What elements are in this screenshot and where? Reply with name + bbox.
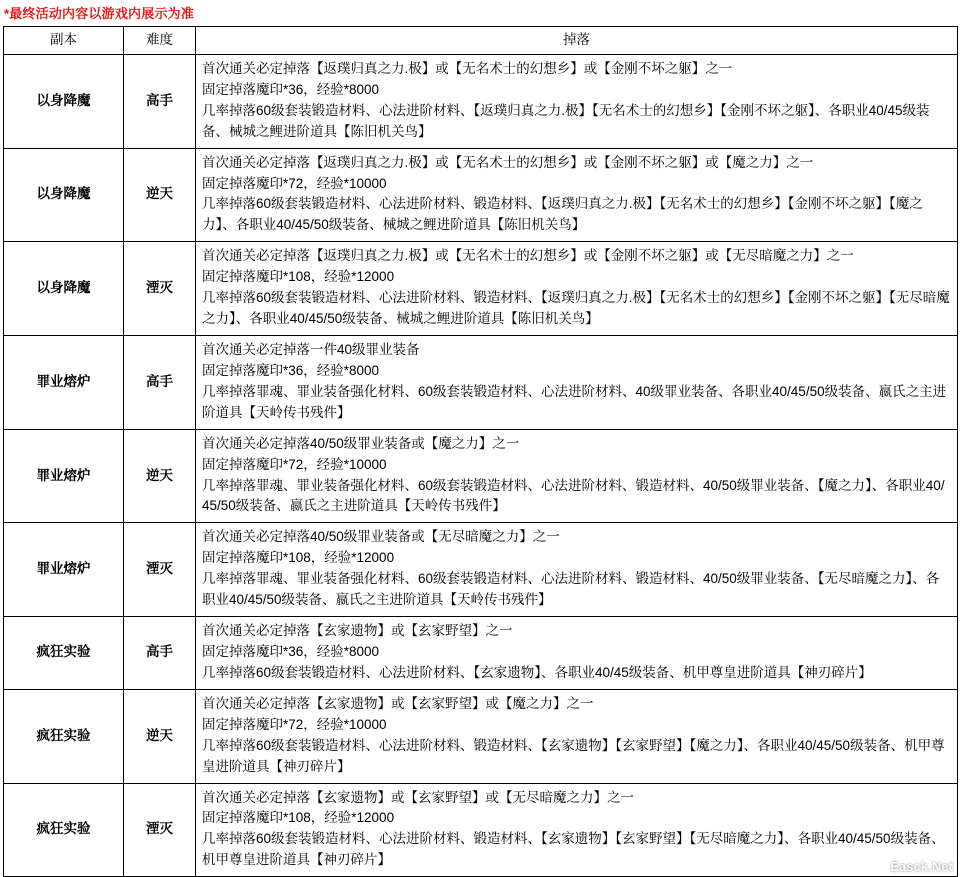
cell-difficulty: 逆天 — [124, 429, 196, 523]
drop-line: 首次通关必定掉落40/50级罪业装备或【魔之力】之一 — [202, 435, 520, 451]
cell-drops — [196, 54, 958, 148]
cell-difficulty: 湮灭 — [124, 523, 196, 617]
drop-line: 首次通关必定掉落一件40级罪业装备 — [202, 341, 420, 357]
cell-drops — [196, 689, 958, 783]
drop-line: 首次通关必定掉落【玄家遗物】或【玄家野望】或【无尽暗魔之力】之一 — [202, 789, 634, 805]
drop-line: 固定掉落魔印*72，经验*10000 — [202, 175, 387, 191]
drop-line: 固定掉落魔印*108，经验*12000 — [202, 269, 395, 285]
cell-dungeon: 疯狂实验 — [4, 689, 124, 783]
column-header-dungeon: 副本 — [4, 27, 124, 55]
cell-dungeon: 疯狂实验 — [4, 617, 124, 690]
drop-line: 几率掉落60级套装锻造材料、心法进阶材料、【玄家遗物】、各职业40/45级装备、机甲尊皇进阶道具【神刃碎片】 — [202, 664, 872, 680]
cell-difficulty: 逆天 — [124, 689, 196, 783]
drop-line: 几率掉落60级套装锻造材料、心法进阶材料、锻造材料、【返璞归真之力.极】【无名术士的幻想乡】【金刚不坏之躯】【无尽暗魔之力】、各职业40/45/50级装备、械城之鲤进阶道具【陈旧机关鸟】 — [202, 290, 950, 327]
drop-line: 固定掉落魔印*36，经验*8000 — [202, 643, 380, 659]
cell-dungeon: 以身降魔 — [4, 242, 124, 336]
cell-drops — [196, 429, 958, 523]
table-header-row — [4, 27, 958, 55]
table-row — [4, 523, 958, 617]
drop-line: 固定掉落魔印*108，经验*12000 — [202, 550, 395, 566]
cell-drops — [196, 335, 958, 429]
drop-line: 首次通关必定掉落40/50级罪业装备或【无尽暗魔之力】之一 — [202, 529, 560, 545]
cell-dungeon: 疯狂实验 — [4, 783, 124, 877]
table-row — [4, 617, 958, 690]
drop-line: 几率掉落60级套装锻造材料、心法进阶材料、【返璞归真之力.极】【无名术士的幻想乡】【金刚不坏之躯】、各职业40/45级装备、械城之鲤进阶道具【陈旧机关鸟】 — [202, 102, 930, 139]
cell-drops — [196, 617, 958, 690]
cell-difficulty: 湮灭 — [124, 242, 196, 336]
drop-line: 几率掉落60级套装锻造材料、心法进阶材料、锻造材料、【玄家遗物】【玄家野望】【无尽暗魔之力】、各职业40/45/50级装备、机甲尊皇进阶道具【神刃碎片】 — [202, 831, 945, 868]
cell-drops — [196, 148, 958, 242]
drop-line: 首次通关必定掉落【返璞归真之力.极】或【无名术士的幻想乡】或【金刚不坏之躯】之一 — [202, 60, 733, 76]
cell-dungeon: 以身降魔 — [4, 54, 124, 148]
cell-difficulty: 湮灭 — [124, 783, 196, 877]
drop-line: 首次通关必定掉落【返璞归真之力.极】或【无名术士的幻想乡】或【金刚不坏之躯】或【魔之力】之一 — [202, 154, 814, 170]
cell-difficulty: 高手 — [124, 335, 196, 429]
drop-line: 几率掉落60级套装锻造材料、心法进阶材料、锻造材料、【返璞归真之力.极】【无名术士的幻想乡】【金刚不坏之躯】【魔之力】、各职业40/45/50级装备、械城之鲤进阶道具【陈旧机关鸟】 — [202, 196, 923, 233]
table-row — [4, 429, 958, 523]
cell-difficulty: 逆天 — [124, 148, 196, 242]
drop-line: 固定掉落魔印*72，经验*10000 — [202, 716, 387, 732]
drop-line: 几率掉落罪魂、罪业装备强化材料、60级套装锻造材料、心法进阶材料、锻造材料、40/50级罪业装备、【无尽暗魔之力】、各职业40/45/50级装备、嬴氏之主进阶道具【天岭传书残件】 — [202, 571, 940, 608]
cell-difficulty: 高手 — [124, 617, 196, 690]
site-watermark: Easck.Net — [890, 860, 953, 875]
drop-line: 固定掉落魔印*36，经验*8000 — [202, 362, 380, 378]
table-body — [4, 54, 958, 876]
table-row — [4, 783, 958, 877]
table-row — [4, 335, 958, 429]
drop-line: 固定掉落魔印*108，经验*12000 — [202, 810, 395, 826]
table-row — [4, 242, 958, 336]
drop-line: 首次通关必定掉落【玄家遗物】或【玄家野望】或【魔之力】之一 — [202, 695, 594, 711]
drop-line: 首次通关必定掉落【玄家遗物】或【玄家野望】之一 — [202, 623, 513, 639]
table-row — [4, 54, 958, 148]
dungeon-drop-table — [3, 26, 958, 877]
drop-line: 固定掉落魔印*36，经验*8000 — [202, 81, 380, 97]
table-row — [4, 148, 958, 242]
drop-line: 几率掉落罪魂、罪业装备强化材料、60级套装锻造材料、心法进阶材料、锻造材料、40/50级罪业装备、【魔之力】、各职业40/45/50级装备、嬴氏之主进阶道具【天岭传书残件】 — [202, 477, 945, 514]
cell-dungeon: 罪业熔炉 — [4, 429, 124, 523]
table-row — [4, 689, 958, 783]
cell-dungeon: 罪业熔炉 — [4, 335, 124, 429]
drop-line: 几率掉落罪魂、罪业装备强化材料、60级套装锻造材料、心法进阶材料、40级罪业装备、各职业40/45/50级装备、嬴氏之主进阶道具【天岭传书残件】 — [202, 383, 947, 420]
drop-line: 首次通关必定掉落【返璞归真之力.极】或【无名术士的幻想乡】或【金刚不坏之躯】或【无尽暗魔之力】之一 — [202, 248, 854, 264]
drop-line: 固定掉落魔印*72，经验*10000 — [202, 456, 387, 472]
cell-difficulty: 高手 — [124, 54, 196, 148]
cell-dungeon: 罪业熔炉 — [4, 523, 124, 617]
drop-line: 几率掉落60级套装锻造材料、心法进阶材料、锻造材料、【玄家遗物】【玄家野望】【魔之力】、各职业40/45/50级装备、机甲尊皇进阶道具【神刃碎片】 — [202, 737, 945, 774]
column-header-difficulty: 难度 — [124, 27, 196, 55]
cell-drops — [196, 242, 958, 336]
event-notice: *最终活动内容以游戏内展示为准 — [4, 6, 195, 21]
cell-drops — [196, 783, 958, 877]
cell-drops — [196, 523, 958, 617]
column-header-drops: 掉落 — [196, 27, 958, 55]
cell-dungeon: 以身降魔 — [4, 148, 124, 242]
